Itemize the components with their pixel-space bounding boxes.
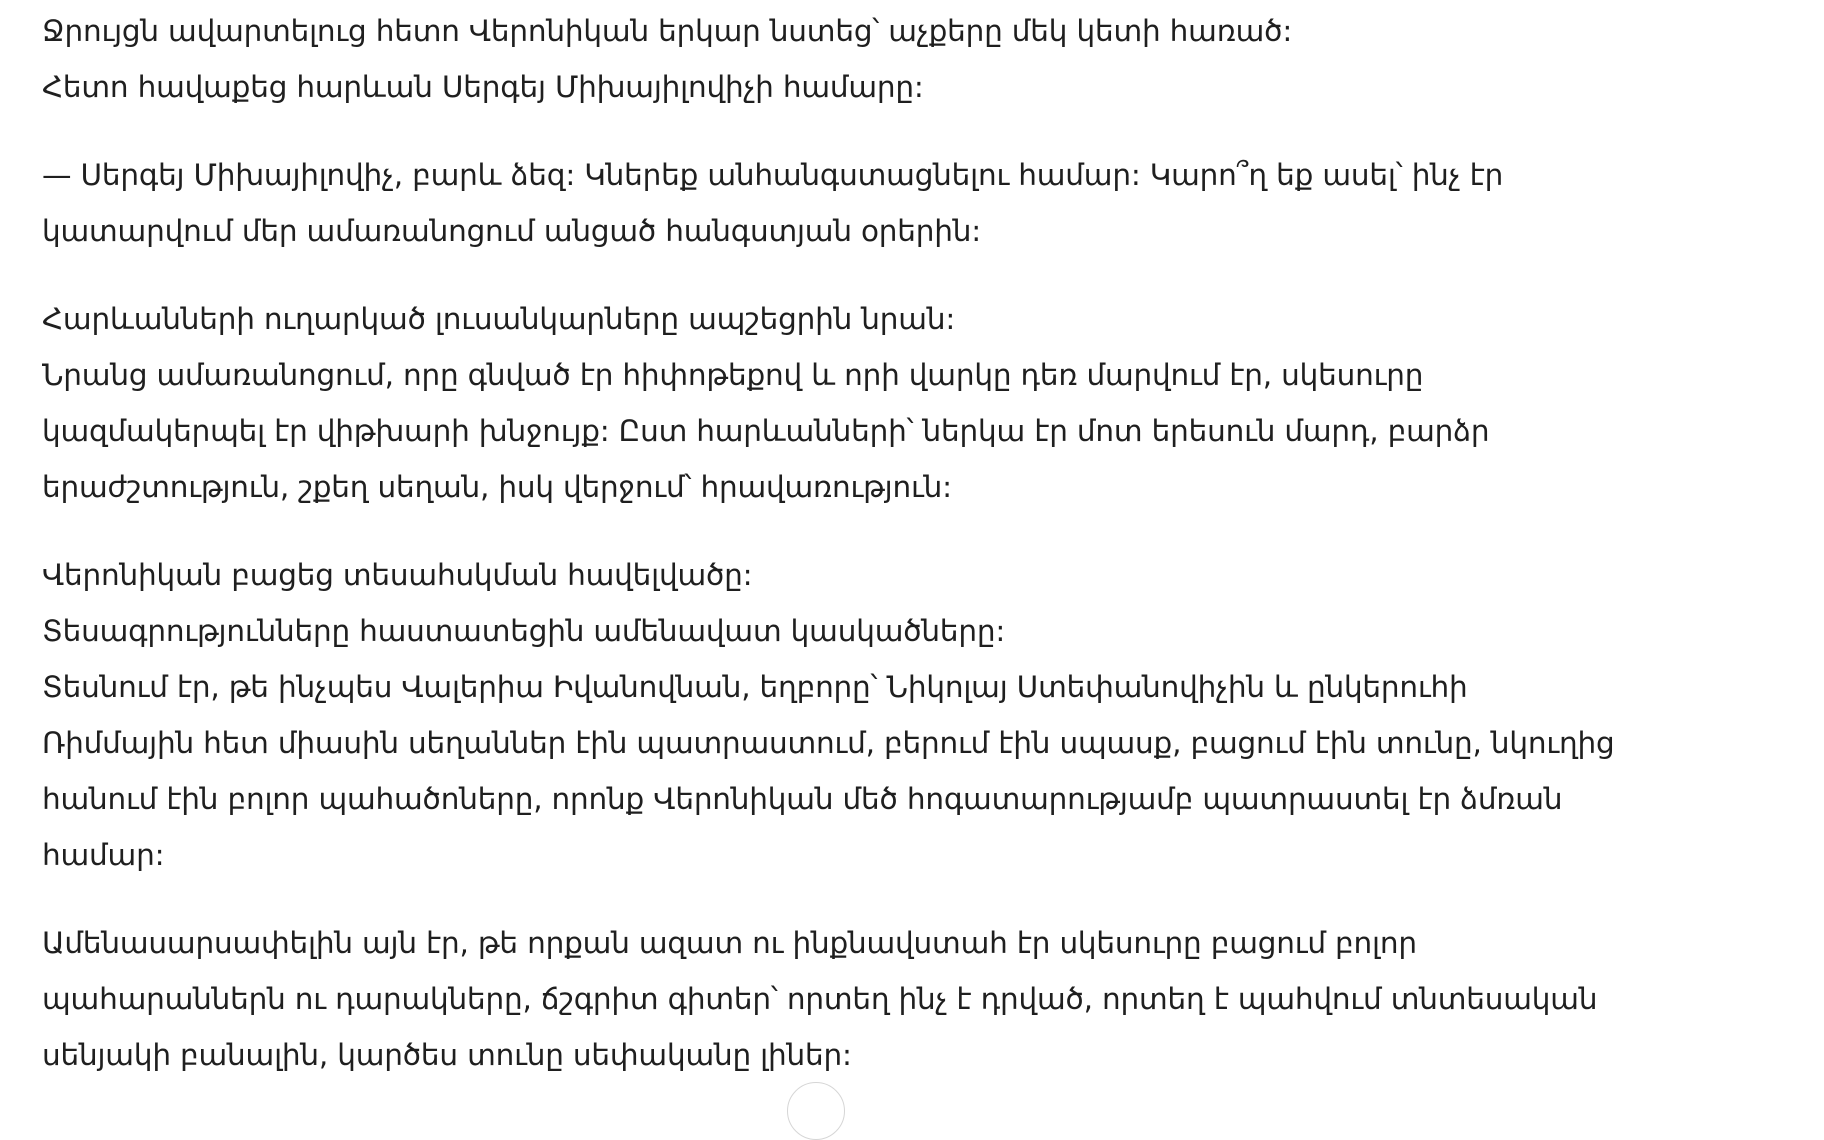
paragraph-5	[42, 915, 1762, 1083]
text-line: Տեսնում էր, թե ինչպես Վալերիա Իվանովնան, եղբորը՝ Նիկոլայ Ստեփանովիչին և ընկերուհի	[42, 670, 1468, 704]
text-line: հանում էին բոլոր պահածոները, որոնք Վերոնիկան մեծ հոգատարությամբ պատրաստել էր ձմռան	[42, 782, 1563, 816]
text-line: երաժշտություն, շքեղ սեղան, իսկ վերջում՝ հրավառություն:	[42, 470, 952, 504]
text-line: կատարվում մեր ամառանոցում անցած հանգստյան օրերին:	[42, 214, 982, 248]
text-line: Ռիմմային հետ միասին սեղաններ էին պատրաստում, բերում էին սպասք, բացում էին տունը, նկուղից	[42, 726, 1615, 760]
text-line: սենյակի բանալին, կարծես տունը սեփականը լիներ:	[42, 1038, 852, 1072]
paragraph-4	[42, 547, 1762, 883]
paragraph-3	[42, 291, 1762, 515]
text-line: Վերոնիկան բացեց տեսահսկման հավելվածը:	[42, 558, 753, 592]
text-line: Նրանց ամառանոցում, որը գնված էր հիփոթեքով և որի վարկը դեռ մարվում էր, սկեսուրը	[42, 358, 1424, 392]
paragraph-2	[42, 147, 1762, 259]
text-line: Ջրույցն ավարտելուց հետո Վերոնիկան երկար նստեց՝ աչքերը մեկ կետի հառած:	[42, 14, 1293, 48]
text-line: պահարաններն ու դարակները, ճշգրիտ գիտեր՝ որտեղ ինչ է դրված, որտեղ է պահվում տնտեսական	[42, 982, 1598, 1016]
text-line: Հետո հավաքեց հարևան Սերգեյ Միխայիլովիչի համարը:	[42, 70, 924, 104]
text-line: համար:	[42, 838, 165, 872]
article-body	[42, 3, 1762, 1115]
text-line: — Սերգեյ Միխայիլովիչ, բարև ձեզ: Կներեք անհանգստացնելու համար: Կարո՞ղ եք ասել՝ ինչ էր	[42, 158, 1504, 192]
scroll-down-button[interactable]	[787, 1082, 845, 1140]
paragraph-1	[42, 3, 1762, 115]
text-line: Ամենասարսափելին այն էր, թե որքան ազատ ու ինքնավստահ էր սկեսուրը բացում բոլոր	[42, 926, 1417, 960]
text-line: կազմակերպել էր վիթխարի խնջույք: Ըստ հարևանների՝ ներկա էր մոտ երեսուն մարդ, բարձր	[42, 414, 1490, 448]
text-line: Տեսագրությունները հաստատեցին ամենավատ կասկածները:	[42, 614, 1006, 648]
text-line: Հարևանների ուղարկած լուսանկարները ապշեցրին նրան:	[42, 302, 956, 336]
